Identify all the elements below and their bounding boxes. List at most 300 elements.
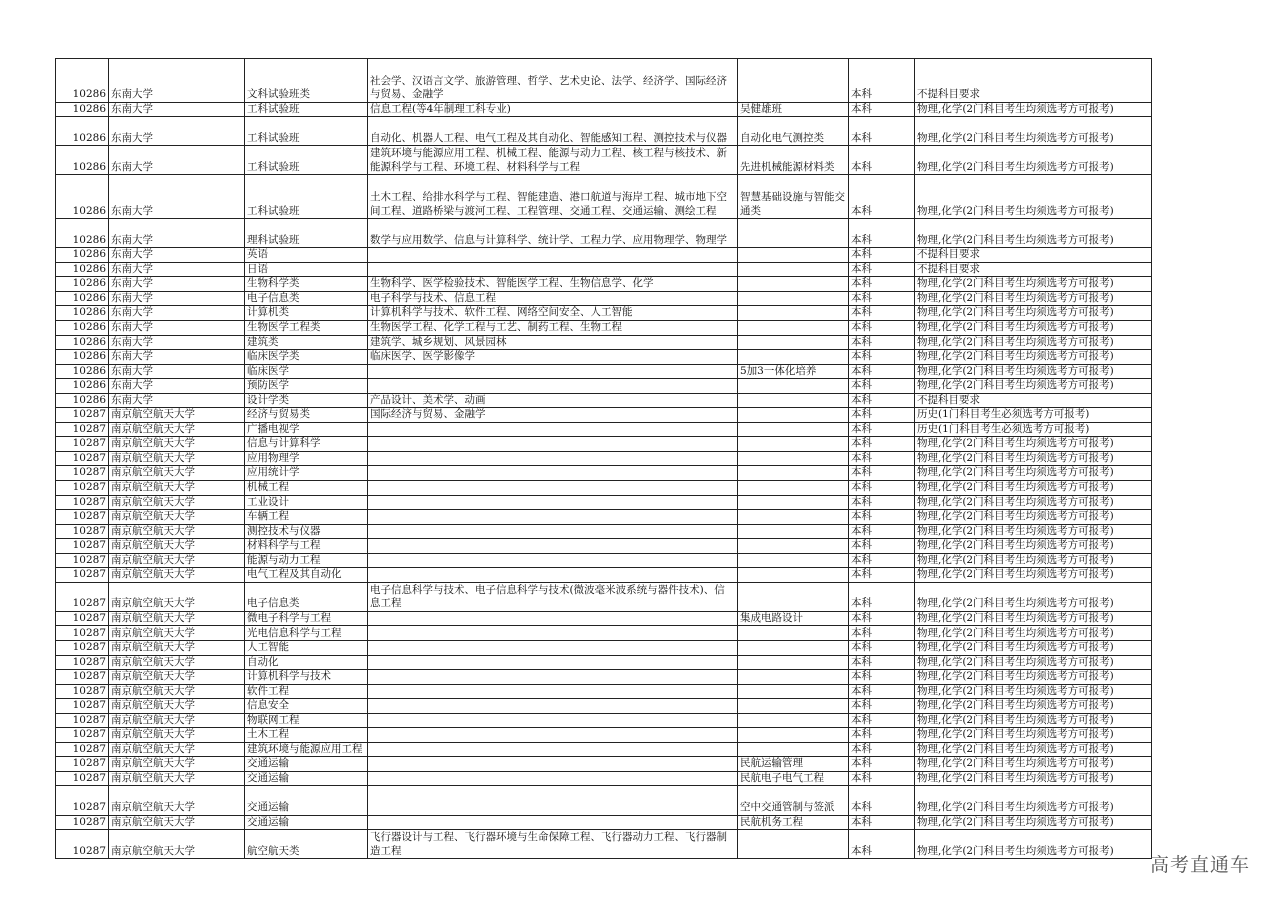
- table-row: [56, 510, 1152, 525]
- note-cell: [738, 728, 849, 743]
- school-code-cell: 10286: [56, 320, 109, 335]
- level-cell: 本科: [849, 175, 915, 219]
- note-cell: [738, 291, 849, 306]
- table-row: [56, 771, 1152, 786]
- school-name-cell: 南京航空航天大学: [109, 582, 245, 611]
- note-cell: 民航机务工程: [738, 815, 849, 830]
- school-name-cell: 东南大学: [109, 335, 245, 350]
- major-cell: 广播电视学: [245, 422, 368, 437]
- major-cell: 经济与贸易类: [245, 408, 368, 423]
- note-cell: [738, 742, 849, 757]
- school-name-cell: 东南大学: [109, 262, 245, 277]
- note-cell: [738, 306, 849, 321]
- major-cell: 自动化: [245, 655, 368, 670]
- major-cell: 交通运输: [245, 771, 368, 786]
- level-cell: 本科: [849, 219, 915, 248]
- subject-requirement-cell: 物理,化学(2门科目考生均须选考方可报考): [915, 786, 1152, 815]
- school-code-cell: 10286: [56, 379, 109, 394]
- school-code-cell: 10286: [56, 306, 109, 321]
- subject-requirement-cell: 物理,化学(2门科目考生均须选考方可报考): [915, 379, 1152, 394]
- subject-requirement-cell: 物理,化学(2门科目考生均须选考方可报考): [915, 830, 1152, 859]
- level-cell: 本科: [849, 422, 915, 437]
- school-code-cell: 10286: [56, 393, 109, 408]
- subject-requirement-cell: 不提科目要求: [915, 393, 1152, 408]
- level-cell: 本科: [849, 277, 915, 292]
- major-cell: 交通运输: [245, 815, 368, 830]
- table-row: [56, 422, 1152, 437]
- note-cell: [738, 422, 849, 437]
- note-cell: [738, 524, 849, 539]
- major-cell: 工业设计: [245, 495, 368, 510]
- school-name-cell: 南京航空航天大学: [109, 480, 245, 495]
- school-name-cell: 东南大学: [109, 379, 245, 394]
- school-name-cell: 南京航空航天大学: [109, 830, 245, 859]
- note-cell: [738, 320, 849, 335]
- school-name-cell: 南京航空航天大学: [109, 815, 245, 830]
- level-cell: 本科: [849, 641, 915, 656]
- included-majors-cell: [368, 611, 738, 626]
- included-majors-cell: 电子信息科学与技术、电子信息科学与技术(微波毫米波系统与器件技术)、信息工程: [368, 582, 738, 611]
- table-row: [56, 815, 1152, 830]
- included-majors-cell: [368, 466, 738, 481]
- note-cell: [738, 539, 849, 554]
- subject-requirement-cell: 物理,化学(2门科目考生均须选考方可报考): [915, 451, 1152, 466]
- major-cell: 人工智能: [245, 641, 368, 656]
- major-cell: 电子信息类: [245, 291, 368, 306]
- included-majors-cell: [368, 539, 738, 554]
- level-cell: 本科: [849, 713, 915, 728]
- major-cell: 土木工程: [245, 728, 368, 743]
- major-cell: 建筑类: [245, 335, 368, 350]
- note-cell: [738, 568, 849, 583]
- included-majors-cell: 生物医学工程、化学工程与工艺、制药工程、生物工程: [368, 320, 738, 335]
- school-code-cell: 10287: [56, 641, 109, 656]
- level-cell: 本科: [849, 728, 915, 743]
- school-name-cell: 南京航空航天大学: [109, 539, 245, 554]
- major-cell: 预防医学: [245, 379, 368, 394]
- school-name-cell: 东南大学: [109, 350, 245, 365]
- subject-requirement-cell: 物理,化学(2门科目考生均须选考方可报考): [915, 742, 1152, 757]
- table-row: [56, 320, 1152, 335]
- school-code-cell: 10287: [56, 553, 109, 568]
- subject-requirement-cell: 不提科目要求: [915, 59, 1152, 103]
- level-cell: 本科: [849, 466, 915, 481]
- included-majors-cell: 信息工程(等4年制理工科专业): [368, 102, 738, 117]
- table-row: [56, 553, 1152, 568]
- table-row: [56, 59, 1152, 103]
- school-name-cell: 东南大学: [109, 320, 245, 335]
- note-cell: [738, 495, 849, 510]
- school-name-cell: 东南大学: [109, 277, 245, 292]
- level-cell: 本科: [849, 480, 915, 495]
- school-name-cell: 南京航空航天大学: [109, 713, 245, 728]
- note-cell: [738, 626, 849, 641]
- major-cell: 材料科学与工程: [245, 539, 368, 554]
- subject-requirement-cell: 物理,化学(2门科目考生均须选考方可报考): [915, 364, 1152, 379]
- table-row: [56, 611, 1152, 626]
- note-cell: [738, 335, 849, 350]
- school-code-cell: 10286: [56, 350, 109, 365]
- school-code-cell: 10286: [56, 146, 109, 175]
- school-name-cell: 东南大学: [109, 117, 245, 146]
- school-code-cell: 10286: [56, 219, 109, 248]
- note-cell: 集成电路设计: [738, 611, 849, 626]
- subject-requirement-cell: 物理,化学(2门科目考生均须选考方可报考): [915, 306, 1152, 321]
- school-code-cell: 10286: [56, 277, 109, 292]
- major-cell: 英语: [245, 248, 368, 263]
- table-row: [56, 277, 1152, 292]
- major-cell: 航空航天类: [245, 830, 368, 859]
- subject-requirement-cell: 物理,化学(2门科目考生均须选考方可报考): [915, 437, 1152, 452]
- included-majors-cell: [368, 379, 738, 394]
- admission-table: [55, 58, 1152, 859]
- level-cell: 本科: [849, 408, 915, 423]
- school-code-cell: 10287: [56, 728, 109, 743]
- note-cell: [738, 451, 849, 466]
- major-cell: 软件工程: [245, 684, 368, 699]
- school-name-cell: 南京航空航天大学: [109, 771, 245, 786]
- subject-requirement-cell: 物理,化学(2门科目考生均须选考方可报考): [915, 713, 1152, 728]
- table-row: [56, 786, 1152, 815]
- level-cell: 本科: [849, 393, 915, 408]
- subject-requirement-cell: 历史(1门科目考生必须选考方可报考): [915, 408, 1152, 423]
- included-majors-cell: [368, 684, 738, 699]
- table-row: [56, 830, 1152, 859]
- level-cell: 本科: [849, 451, 915, 466]
- included-majors-cell: [368, 815, 738, 830]
- table-row: [56, 728, 1152, 743]
- subject-requirement-cell: 不提科目要求: [915, 262, 1152, 277]
- subject-requirement-cell: 物理,化学(2门科目考生均须选考方可报考): [915, 539, 1152, 554]
- included-majors-cell: [368, 699, 738, 714]
- note-cell: [738, 248, 849, 263]
- major-cell: 工科试验班: [245, 175, 368, 219]
- level-cell: 本科: [849, 742, 915, 757]
- included-majors-cell: [368, 641, 738, 656]
- level-cell: 本科: [849, 495, 915, 510]
- subject-requirement-cell: 物理,化学(2门科目考生均须选考方可报考): [915, 728, 1152, 743]
- table-row: [56, 437, 1152, 452]
- note-cell: [738, 408, 849, 423]
- school-name-cell: 南京航空航天大学: [109, 670, 245, 685]
- level-cell: 本科: [849, 699, 915, 714]
- school-name-cell: 东南大学: [109, 175, 245, 219]
- table-row: [56, 757, 1152, 772]
- table-row: [56, 306, 1152, 321]
- included-majors-cell: 国际经济与贸易、金融学: [368, 408, 738, 423]
- major-cell: 设计学类: [245, 393, 368, 408]
- level-cell: 本科: [849, 248, 915, 263]
- subject-requirement-cell: 物理,化学(2门科目考生均须选考方可报考): [915, 553, 1152, 568]
- included-majors-cell: [368, 713, 738, 728]
- school-code-cell: 10287: [56, 713, 109, 728]
- table-body: [56, 59, 1152, 859]
- table-row: [56, 350, 1152, 365]
- level-cell: 本科: [849, 117, 915, 146]
- subject-requirement-cell: 物理,化学(2门科目考生均须选考方可报考): [915, 291, 1152, 306]
- school-name-cell: 南京航空航天大学: [109, 742, 245, 757]
- school-name-cell: 南京航空航天大学: [109, 451, 245, 466]
- included-majors-cell: 临床医学、医学影像学: [368, 350, 738, 365]
- level-cell: 本科: [849, 306, 915, 321]
- subject-requirement-cell: 物理,化学(2门科目考生均须选考方可报考): [915, 757, 1152, 772]
- table-row: [56, 699, 1152, 714]
- school-code-cell: 10287: [56, 510, 109, 525]
- major-cell: 物联网工程: [245, 713, 368, 728]
- school-name-cell: 南京航空航天大学: [109, 408, 245, 423]
- school-name-cell: 南京航空航天大学: [109, 437, 245, 452]
- school-code-cell: 10286: [56, 117, 109, 146]
- included-majors-cell: 社会学、汉语言文学、旅游管理、哲学、艺术史论、法学、经济学、国际经济与贸易、金融学: [368, 59, 738, 103]
- school-code-cell: 10286: [56, 175, 109, 219]
- level-cell: 本科: [849, 335, 915, 350]
- major-cell: 临床医学类: [245, 350, 368, 365]
- note-cell: [738, 510, 849, 525]
- subject-requirement-cell: 物理,化学(2门科目考生均须选考方可报考): [915, 815, 1152, 830]
- included-majors-cell: [368, 480, 738, 495]
- school-code-cell: 10286: [56, 335, 109, 350]
- major-cell: 文科试验班类: [245, 59, 368, 103]
- table-row: [56, 655, 1152, 670]
- subject-requirement-cell: 物理,化学(2门科目考生均须选考方可报考): [915, 568, 1152, 583]
- included-majors-cell: [368, 451, 738, 466]
- school-name-cell: 东南大学: [109, 306, 245, 321]
- school-code-cell: 10286: [56, 364, 109, 379]
- table-row: [56, 539, 1152, 554]
- included-majors-cell: [368, 626, 738, 641]
- note-cell: [738, 713, 849, 728]
- school-code-cell: 10287: [56, 582, 109, 611]
- included-majors-cell: [368, 786, 738, 815]
- included-majors-cell: [368, 728, 738, 743]
- note-cell: [738, 582, 849, 611]
- school-code-cell: 10287: [56, 815, 109, 830]
- subject-requirement-cell: 物理,化学(2门科目考生均须选考方可报考): [915, 320, 1152, 335]
- table-row: [56, 684, 1152, 699]
- included-majors-cell: [368, 568, 738, 583]
- table-row: [56, 451, 1152, 466]
- major-cell: 能源与动力工程: [245, 553, 368, 568]
- level-cell: 本科: [849, 524, 915, 539]
- level-cell: 本科: [849, 568, 915, 583]
- major-cell: 电子信息类: [245, 582, 368, 611]
- subject-requirement-cell: 物理,化学(2门科目考生均须选考方可报考): [915, 146, 1152, 175]
- school-code-cell: 10287: [56, 480, 109, 495]
- major-cell: 微电子科学与工程: [245, 611, 368, 626]
- school-name-cell: 南京航空航天大学: [109, 757, 245, 772]
- note-cell: 空中交通管制与签派: [738, 786, 849, 815]
- school-code-cell: 10287: [56, 611, 109, 626]
- table-row: [56, 466, 1152, 481]
- subject-requirement-cell: 物理,化学(2门科目考生均须选考方可报考): [915, 699, 1152, 714]
- major-cell: 光电信息科学与工程: [245, 626, 368, 641]
- included-majors-cell: 自动化、机器人工程、电气工程及其自动化、智能感知工程、测控技术与仪器: [368, 117, 738, 146]
- school-name-cell: 南京航空航天大学: [109, 524, 245, 539]
- watermark: 高考直通车: [1149, 854, 1250, 876]
- level-cell: 本科: [849, 771, 915, 786]
- subject-requirement-cell: 物理,化学(2门科目考生均须选考方可报考): [915, 480, 1152, 495]
- school-name-cell: 东南大学: [109, 291, 245, 306]
- included-majors-cell: 土木工程、给排水科学与工程、智能建造、港口航道与海岸工程、城市地下空间工程、道路桥梁与渡河工程、工程管理、交通工程、交通运输、测绘工程: [368, 175, 738, 219]
- level-cell: 本科: [849, 291, 915, 306]
- note-cell: [738, 466, 849, 481]
- level-cell: 本科: [849, 553, 915, 568]
- included-majors-cell: 电子科学与技术、信息工程: [368, 291, 738, 306]
- school-name-cell: 东南大学: [109, 219, 245, 248]
- table-row: [56, 291, 1152, 306]
- note-cell: 自动化电气测控类: [738, 117, 849, 146]
- subject-requirement-cell: 物理,化学(2门科目考生均须选考方可报考): [915, 670, 1152, 685]
- major-cell: 工科试验班: [245, 146, 368, 175]
- school-name-cell: 南京航空航天大学: [109, 466, 245, 481]
- subject-requirement-cell: 物理,化学(2门科目考生均须选考方可报考): [915, 684, 1152, 699]
- school-code-cell: 10287: [56, 451, 109, 466]
- note-cell: [738, 379, 849, 394]
- note-cell: [738, 699, 849, 714]
- school-code-cell: 10286: [56, 102, 109, 117]
- note-cell: 智慧基础设施与智能交通类: [738, 175, 849, 219]
- level-cell: 本科: [849, 786, 915, 815]
- subject-requirement-cell: 物理,化学(2门科目考生均须选考方可报考): [915, 495, 1152, 510]
- subject-requirement-cell: 物理,化学(2门科目考生均须选考方可报考): [915, 277, 1152, 292]
- school-code-cell: 10286: [56, 291, 109, 306]
- subject-requirement-cell: 物理,化学(2门科目考生均须选考方可报考): [915, 611, 1152, 626]
- level-cell: 本科: [849, 684, 915, 699]
- level-cell: 本科: [849, 364, 915, 379]
- school-code-cell: 10287: [56, 437, 109, 452]
- major-cell: 工科试验班: [245, 102, 368, 117]
- major-cell: 交通运输: [245, 757, 368, 772]
- table-row: [56, 117, 1152, 146]
- school-name-cell: 南京航空航天大学: [109, 786, 245, 815]
- level-cell: 本科: [849, 437, 915, 452]
- included-majors-cell: 生物科学、医学检验技术、智能医学工程、生物信息学、化学: [368, 277, 738, 292]
- school-code-cell: 10287: [56, 786, 109, 815]
- major-cell: 机械工程: [245, 480, 368, 495]
- note-cell: [738, 670, 849, 685]
- major-cell: 车辆工程: [245, 510, 368, 525]
- included-majors-cell: [368, 437, 738, 452]
- note-cell: [738, 59, 849, 103]
- major-cell: 生物科学类: [245, 277, 368, 292]
- level-cell: 本科: [849, 815, 915, 830]
- school-name-cell: 南京航空航天大学: [109, 641, 245, 656]
- level-cell: 本科: [849, 655, 915, 670]
- major-cell: 测控技术与仪器: [245, 524, 368, 539]
- included-majors-cell: 数学与应用数学、信息与计算科学、统计学、工程力学、应用物理学、物理学: [368, 219, 738, 248]
- school-code-cell: 10287: [56, 684, 109, 699]
- subject-requirement-cell: 物理,化学(2门科目考生均须选考方可报考): [915, 102, 1152, 117]
- table-row: [56, 626, 1152, 641]
- level-cell: 本科: [849, 582, 915, 611]
- major-cell: 应用统计学: [245, 466, 368, 481]
- school-name-cell: 南京航空航天大学: [109, 510, 245, 525]
- table-row: [56, 175, 1152, 219]
- major-cell: 计算机科学与技术: [245, 670, 368, 685]
- included-majors-cell: [368, 670, 738, 685]
- school-name-cell: 南京航空航天大学: [109, 495, 245, 510]
- table-row: [56, 582, 1152, 611]
- subject-requirement-cell: 物理,化学(2门科目考生均须选考方可报考): [915, 655, 1152, 670]
- subject-requirement-cell: 物理,化学(2门科目考生均须选考方可报考): [915, 524, 1152, 539]
- included-majors-cell: [368, 757, 738, 772]
- included-majors-cell: [368, 495, 738, 510]
- table-row: [56, 670, 1152, 685]
- table-row: [56, 248, 1152, 263]
- school-name-cell: 南京航空航天大学: [109, 699, 245, 714]
- subject-requirement-cell: 不提科目要求: [915, 248, 1152, 263]
- school-name-cell: 南京航空航天大学: [109, 611, 245, 626]
- major-cell: 工科试验班: [245, 117, 368, 146]
- school-name-cell: 南京航空航天大学: [109, 684, 245, 699]
- subject-requirement-cell: 物理,化学(2门科目考生均须选考方可报考): [915, 510, 1152, 525]
- school-code-cell: 10287: [56, 524, 109, 539]
- school-code-cell: 10287: [56, 742, 109, 757]
- school-name-cell: 南京航空航天大学: [109, 568, 245, 583]
- table-row: [56, 480, 1152, 495]
- level-cell: 本科: [849, 757, 915, 772]
- major-cell: 建筑环境与能源应用工程: [245, 742, 368, 757]
- level-cell: 本科: [849, 379, 915, 394]
- school-code-cell: 10287: [56, 466, 109, 481]
- table-row: [56, 335, 1152, 350]
- level-cell: 本科: [849, 146, 915, 175]
- included-majors-cell: [368, 742, 738, 757]
- level-cell: 本科: [849, 102, 915, 117]
- included-majors-cell: [368, 510, 738, 525]
- note-cell: 先进机械能源材料类: [738, 146, 849, 175]
- school-code-cell: 10287: [56, 670, 109, 685]
- school-name-cell: 南京航空航天大学: [109, 626, 245, 641]
- table-row: [56, 408, 1152, 423]
- level-cell: 本科: [849, 830, 915, 859]
- included-majors-cell: [368, 364, 738, 379]
- school-code-cell: 10287: [56, 626, 109, 641]
- school-code-cell: 10287: [56, 699, 109, 714]
- school-code-cell: 10287: [56, 422, 109, 437]
- school-name-cell: 南京航空航天大学: [109, 422, 245, 437]
- level-cell: 本科: [849, 611, 915, 626]
- subject-requirement-cell: 物理,化学(2门科目考生均须选考方可报考): [915, 175, 1152, 219]
- included-majors-cell: [368, 422, 738, 437]
- major-cell: 日语: [245, 262, 368, 277]
- level-cell: 本科: [849, 350, 915, 365]
- included-majors-cell: [368, 771, 738, 786]
- note-cell: [738, 350, 849, 365]
- school-name-cell: 东南大学: [109, 146, 245, 175]
- note-cell: [738, 830, 849, 859]
- level-cell: 本科: [849, 626, 915, 641]
- school-name-cell: 东南大学: [109, 248, 245, 263]
- table-row: [56, 379, 1152, 394]
- school-name-cell: 东南大学: [109, 59, 245, 103]
- school-code-cell: 10287: [56, 655, 109, 670]
- subject-requirement-cell: 物理,化学(2门科目考生均须选考方可报考): [915, 582, 1152, 611]
- subject-requirement-cell: 物理,化学(2门科目考生均须选考方可报考): [915, 771, 1152, 786]
- table-row: [56, 262, 1152, 277]
- table-row: [56, 524, 1152, 539]
- level-cell: 本科: [849, 539, 915, 554]
- major-cell: 电气工程及其自动化: [245, 568, 368, 583]
- table-row: [56, 393, 1152, 408]
- subject-requirement-cell: 物理,化学(2门科目考生均须选考方可报考): [915, 350, 1152, 365]
- note-cell: 5加3一体化培养: [738, 364, 849, 379]
- note-cell: [738, 553, 849, 568]
- major-cell: 生物医学工程类: [245, 320, 368, 335]
- major-cell: 计算机类: [245, 306, 368, 321]
- included-majors-cell: 产品设计、美术学、动画: [368, 393, 738, 408]
- note-cell: [738, 480, 849, 495]
